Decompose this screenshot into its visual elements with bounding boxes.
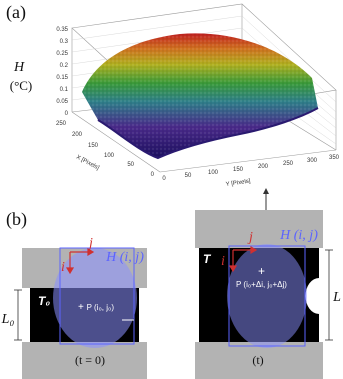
caption-right: (t): [252, 353, 264, 367]
sample-label-right: T: [203, 252, 211, 266]
sample-label-left: T₀: [38, 294, 51, 308]
heated-spot: [227, 244, 307, 348]
z-tick: 0: [64, 111, 68, 117]
window-label-right: H (i, j): [280, 228, 318, 243]
point-label-right: P (i₀+Δi, j₀+Δj): [236, 280, 287, 289]
x-tick: 100: [103, 153, 114, 159]
index-j-right: j: [249, 230, 253, 245]
y-tick: 50: [184, 173, 192, 179]
y-tick: 150: [232, 167, 244, 173]
panel-b-label: (b): [6, 209, 27, 229]
z-tick: 0.15: [56, 75, 68, 81]
x-tick: 150: [87, 143, 98, 149]
point-marker-right: +: [258, 264, 266, 278]
point-marker-left: + P (i₀, j₀): [78, 302, 115, 313]
point-label-left: P (i₀, j₀): [86, 303, 115, 312]
y-tick: 200: [257, 164, 269, 170]
y-tick: 300: [306, 158, 318, 164]
panel-a-label: (a): [6, 2, 26, 22]
pull-arrow-icon: [260, 188, 272, 212]
y-tick: 0: [162, 176, 166, 182]
x-tick: 50: [127, 162, 134, 168]
y-tick: 100: [207, 170, 219, 176]
window-label-left: H (i, j): [106, 250, 144, 265]
z-tick: 0.35: [56, 27, 68, 33]
z-axis-unit: (°C): [9, 78, 33, 93]
x-axis-label: X [Pixels]: [75, 154, 100, 172]
index-j-left: j: [89, 236, 93, 251]
z-tick: 0.1: [59, 87, 68, 93]
z-tick: 0.3: [59, 39, 68, 45]
y-axis-label: Y [Pixels]: [225, 178, 251, 188]
y-tick: 250: [282, 161, 294, 167]
z-axis-symbol: H: [13, 60, 25, 75]
index-i-right: i: [221, 254, 225, 269]
z-tick: 0.2: [59, 63, 68, 69]
caption-left: (t = 0): [74, 353, 106, 367]
x-tick: 200: [71, 132, 82, 138]
length-label-right: L: [333, 290, 341, 305]
length-label-left: L₀: [1, 312, 15, 327]
z-ticks: [56, 27, 68, 117]
y-tick: 350: [328, 155, 340, 161]
x-tick: 250: [55, 121, 66, 127]
index-i-left: i: [61, 260, 65, 275]
z-tick: 0.25: [56, 51, 68, 57]
z-tick: 0.05: [56, 99, 68, 105]
x-tick: 0: [150, 172, 154, 178]
